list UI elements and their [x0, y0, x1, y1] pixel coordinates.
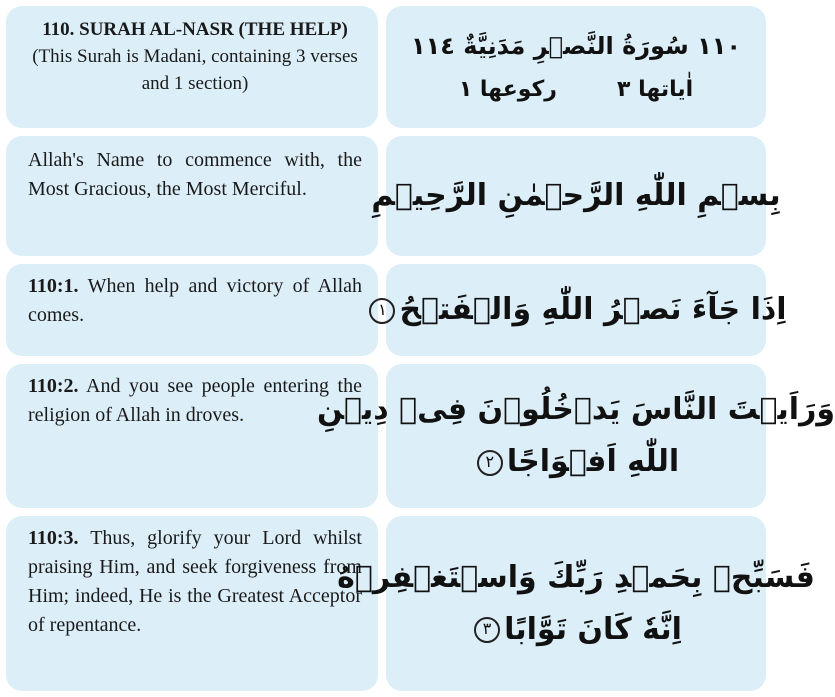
surah-header-english	[6, 6, 378, 128]
verse-1-arabic-text-1: اِذَا جَآءَ نَصۡرُ اللّٰهِ وَالۡفَتۡحُ	[399, 292, 787, 327]
verse-2-arabic-line-1: وَرَاَيۡتَ النَّاسَ يَدۡخُلُوۡنَ فِىۡ دِيۡنِ	[317, 392, 835, 427]
surah-header-row	[6, 6, 766, 128]
verse-1-number: 110:1.	[28, 275, 79, 297]
verse-2-arabic-text-2: اللّٰهِ اَفۡوَاجًا	[506, 444, 680, 479]
verse-2-number: 110:2.	[28, 375, 79, 397]
surah-title: 110. SURAH AL-NASR (THE HELP)	[42, 19, 348, 40]
verse-2-text: And you see people entering the religion of Allah in droves.	[28, 375, 362, 426]
surah-subtitle: (This Surah is Madani, containing 3 verses and 1 section)	[32, 46, 358, 94]
verse-3-arabic	[337, 516, 815, 691]
verse-3-arabic-line-1: فَسَبِّحۡ بِحَمۡدِ رَبِّكَ وَاسۡتَغۡفِرۡهُ	[337, 559, 815, 595]
arabic-verse-count: اٰياتها ٣	[616, 77, 694, 102]
verse-1-arabic	[378, 264, 787, 356]
verse-end-marker: ٣	[474, 617, 500, 643]
verse-2-arabic	[317, 364, 835, 508]
arabic-surah-meta	[459, 69, 693, 111]
verse-1-text: When help and victory of Allah comes.	[28, 275, 362, 326]
surah-header-arabic	[386, 6, 766, 128]
verse-3-text: Thus, glorify your Lord whilst praising Him, and seek forgiveness from Him; indeed, He is the Greatest Acceptor of repentance.	[28, 527, 362, 636]
basmala-english: Allah's Name to commence with, the Most Gracious, the Most Merciful.	[6, 136, 378, 256]
verse-row-1	[6, 264, 787, 356]
verse-end-marker: ٢	[477, 450, 503, 476]
verse-row-2	[6, 364, 835, 508]
verse-1-english	[6, 264, 378, 356]
basmala-row	[6, 136, 781, 256]
verse-3-arabic-text-2: اِنَّهٗ كَانَ تَوَّابًا	[504, 611, 682, 647]
verse-3-english	[6, 516, 378, 691]
verse-2-arabic-line-2	[473, 436, 679, 488]
verse-1-arabic-line-1	[365, 284, 786, 336]
basmala-arabic-cell	[371, 136, 781, 256]
verse-3-number: 110:3.	[28, 527, 79, 549]
verse-row-3	[6, 516, 815, 691]
arabic-section-count: ركوعها ١	[458, 77, 557, 102]
verse-end-marker: ١	[369, 298, 395, 324]
arabic-surah-title: ١١٠ سُورَةُ النَّصۡرِ مَدَنِيَّةٌ ١١٤	[410, 32, 742, 60]
verse-3-arabic-line-2	[470, 604, 682, 656]
basmala-arabic: بِسۡمِ اللّٰهِ الرَّحۡمٰنِ الرَّحِيۡمِ	[371, 178, 781, 213]
